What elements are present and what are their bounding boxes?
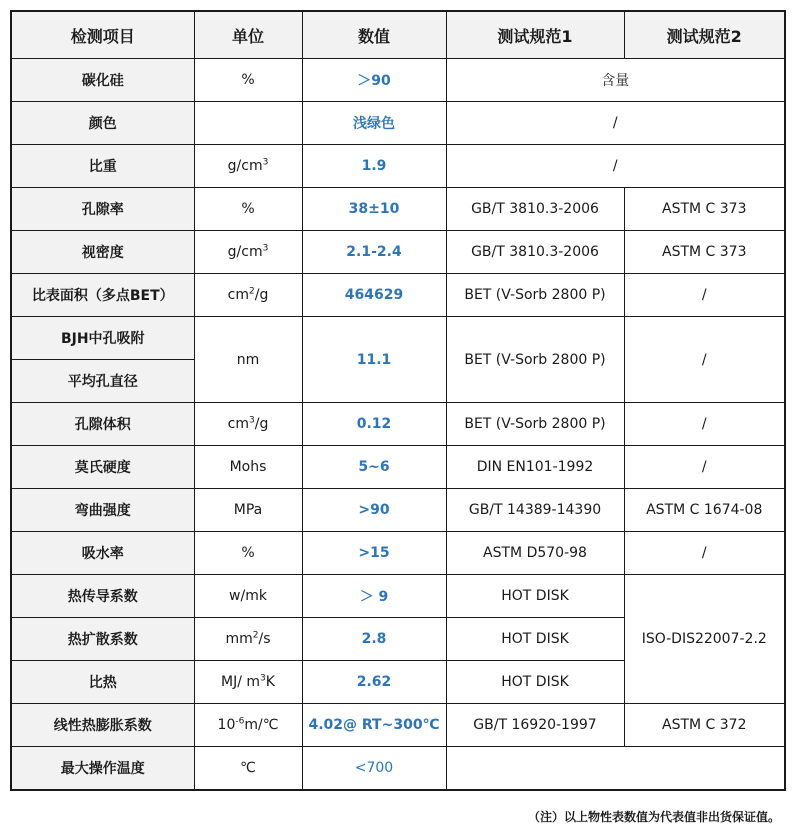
table-row xyxy=(11,145,785,188)
row-value: ＞90 xyxy=(302,59,446,102)
row-standard: 含量 xyxy=(446,59,785,102)
row-name: 热扩散系数 xyxy=(11,618,194,661)
row-unit: ℃ xyxy=(194,747,302,791)
table-row xyxy=(11,403,785,446)
row-standard-2: ASTM C 373 xyxy=(624,231,785,274)
row-standard-2: / xyxy=(624,403,785,446)
row-value: 浅绿色 xyxy=(302,102,446,145)
table-row xyxy=(11,274,785,317)
row-value: 4.02@ RT~300℃ xyxy=(302,704,446,747)
table-row xyxy=(11,317,785,360)
row-unit: % xyxy=(194,188,302,231)
row-name: 比热 xyxy=(11,661,194,704)
row-standard-2: / xyxy=(624,446,785,489)
row-unit: $cm^2/g$ xyxy=(194,274,302,317)
table-row xyxy=(11,446,785,489)
row-standard xyxy=(446,747,785,791)
row-value: >90 xyxy=(302,489,446,532)
row-name: 碳化硅 xyxy=(11,59,194,102)
row-standard-1: DIN EN101-1992 xyxy=(446,446,624,489)
row-name: BJH中孔吸附 xyxy=(11,317,194,360)
row-standard-2: / xyxy=(624,274,785,317)
row-name: 最大操作温度 xyxy=(11,747,194,791)
row-unit: $g/cm^3$ xyxy=(194,145,302,188)
header-value: 数值 xyxy=(302,11,446,59)
header-row xyxy=(11,11,785,59)
row-value: 2.62 xyxy=(302,661,446,704)
table-row xyxy=(11,489,785,532)
row-standard-2: ASTM C 373 xyxy=(624,188,785,231)
header-standard-1: 测试规范1 xyxy=(446,11,624,59)
row-unit: $10^{-6}m/℃$ xyxy=(194,704,302,747)
row-standard-1: BET (V-Sorb 2800 P) xyxy=(446,403,624,446)
header-standard-2: 测试规范2 xyxy=(624,11,785,59)
row-value: >15 xyxy=(302,532,446,575)
row-unit: $g/cm^3$ xyxy=(194,231,302,274)
row-standard-2: ASTM C 372 xyxy=(624,704,785,747)
row-standard-1: HOT DISK xyxy=(446,618,624,661)
row-standard-1: HOT DISK xyxy=(446,661,624,704)
row-name: 孔隙率 xyxy=(11,188,194,231)
row-name: 视密度 xyxy=(11,231,194,274)
thermal-standard-2: ISO-DIS22007-2.2 xyxy=(624,575,785,704)
spec-table xyxy=(10,10,786,791)
row-unit: $cm^3/g$ xyxy=(194,403,302,446)
row-unit: Mohs xyxy=(194,446,302,489)
row-name: 弯曲强度 xyxy=(11,489,194,532)
header-item: 检测项目 xyxy=(11,11,194,59)
row-standard-1: BET (V-Sorb 2800 P) xyxy=(446,274,624,317)
table-row xyxy=(11,231,785,274)
header-unit: 单位 xyxy=(194,11,302,59)
row-unit xyxy=(194,102,302,145)
row-value: 11.1 xyxy=(302,317,446,403)
row-name: 比表面积（多点BET） xyxy=(11,274,194,317)
row-standard: / xyxy=(446,102,785,145)
row-value: <700 xyxy=(302,747,446,791)
row-standard-2: / xyxy=(624,317,785,403)
row-value: 1.9 xyxy=(302,145,446,188)
row-unit: % xyxy=(194,532,302,575)
row-standard-1: GB/T 3810.3-2006 xyxy=(446,188,624,231)
row-value: 464629 xyxy=(302,274,446,317)
table-row xyxy=(11,532,785,575)
table-row xyxy=(11,747,785,791)
row-name: 莫氏硬度 xyxy=(11,446,194,489)
footnote: （注）以上物性表数值为代表值非出货保证值。 xyxy=(527,810,780,824)
row-unit: nm xyxy=(194,317,302,403)
row-name: 孔隙体积 xyxy=(11,403,194,446)
row-standard: / xyxy=(446,145,785,188)
row-unit: MPa xyxy=(194,489,302,532)
row-value: 2.1-2.4 xyxy=(302,231,446,274)
row-standard-1: GB/T 3810.3-2006 xyxy=(446,231,624,274)
row-name: 吸水率 xyxy=(11,532,194,575)
row-name: 线性热膨胀系数 xyxy=(11,704,194,747)
row-standard-1: BET (V-Sorb 2800 P) xyxy=(446,317,624,403)
row-standard-1: HOT DISK xyxy=(446,575,624,618)
row-value: ＞ 9 xyxy=(302,575,446,618)
row-name: 热传导系数 xyxy=(11,575,194,618)
row-standard-2: ASTM C 1674-08 xyxy=(624,489,785,532)
table-row xyxy=(11,575,785,618)
row-unit: $mm^2/s$ xyxy=(194,618,302,661)
row-value: 2.8 xyxy=(302,618,446,661)
table-row xyxy=(11,59,785,102)
row-standard-1: GB/T 16920-1997 xyxy=(446,704,624,747)
table-row xyxy=(11,188,785,231)
table-row xyxy=(11,704,785,747)
row-standard-2: / xyxy=(624,532,785,575)
row-name: 颜色 xyxy=(11,102,194,145)
row-value: 5~6 xyxy=(302,446,446,489)
row-name: 比重 xyxy=(11,145,194,188)
row-value: 0.12 xyxy=(302,403,446,446)
row-standard-1: ASTM D570-98 xyxy=(446,532,624,575)
row-unit: % xyxy=(194,59,302,102)
row-name: 平均孔直径 xyxy=(11,360,194,403)
row-unit: MJ/ $m^3K$ xyxy=(194,661,302,704)
table-row xyxy=(11,102,785,145)
row-value: 38±10 xyxy=(302,188,446,231)
row-unit: w/mk xyxy=(194,575,302,618)
row-standard-1: GB/T 14389-14390 xyxy=(446,489,624,532)
